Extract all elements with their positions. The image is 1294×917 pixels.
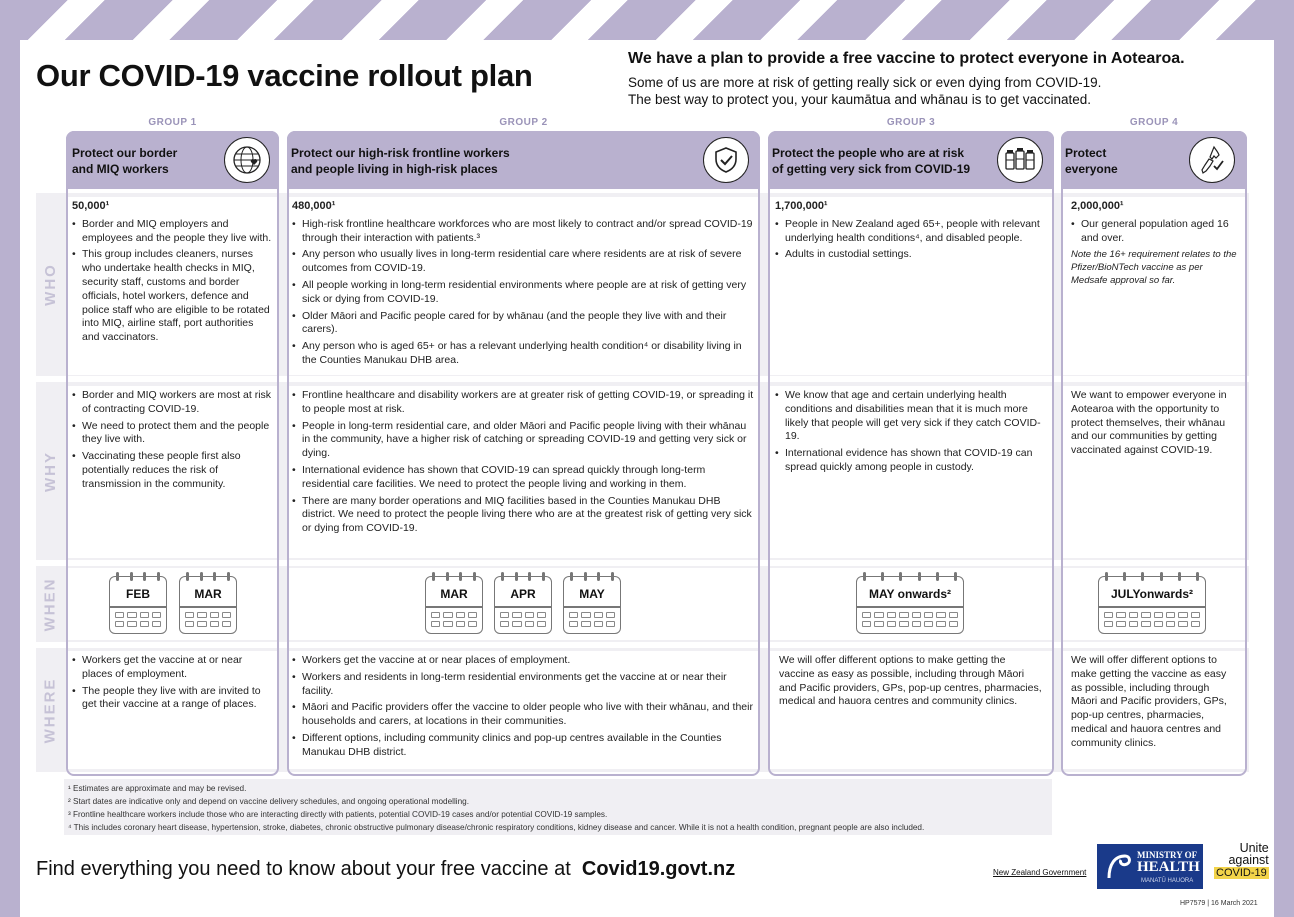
footnote-2: ² Start dates are indicative only and depend on vaccine delivery schedules, and ongoing operational modelling.	[68, 797, 469, 806]
list-item: • Vaccinating these people first also potentially reduces the risk of transmission in the community.	[72, 450, 273, 491]
list-item: • Any person who usually lives in long-term residential care where residents are at risk of severe outcomes from COVID-19.	[292, 248, 755, 276]
group-3-who	[770, 197, 1052, 375]
group-1-who	[68, 197, 277, 375]
group-1-count: 50,000¹	[72, 200, 110, 212]
list-item: • International evidence has shown that COVID-19 can spread quickly through long-term residential care facilities. We need to protect the people living and working in them.	[292, 464, 755, 492]
row-label-why-text: WHY	[41, 450, 59, 492]
calendar-month: MAY	[579, 587, 605, 601]
calendar-month: APR	[510, 587, 536, 601]
right-border	[1274, 0, 1294, 917]
footnote-4: ⁴ This includes coronary heart disease, hypertension, stroke, diabetes, chronic obstructive pulmonary disease/chronic respiratory conditions, kidney disease and cancer. While it is not a health condition, pregnant people are also included.	[68, 823, 925, 832]
list-item: • All people working in long-term residential environments where people are at risk of getting very sick or dying from COVID-19.	[292, 279, 755, 307]
list-item: • High-risk frontline healthcare workforces who are most likely to contract and/or spread COVID-19 through their interaction with patients.³	[292, 218, 755, 246]
calendar-icon	[425, 576, 483, 634]
group-4-why-text: We want to empower everyone in Aotearoa with the opportunity to protect themselves, their whānau and our communities by getting vaccinated against COVID-19.	[1071, 389, 1227, 457]
calendar-month: MAY onwards²	[868, 587, 952, 601]
group-4-heading: Protect everyone	[1065, 146, 1118, 176]
calendar-month: FEB	[126, 587, 150, 601]
group-2-count: 480,000¹	[292, 200, 336, 212]
nz-government-logo: New Zealand Government	[993, 868, 1087, 877]
calendar-icon	[179, 576, 237, 634]
footnote-1: ¹ Estimates are approximate and may be revised.	[68, 784, 247, 793]
group-2-who	[289, 197, 758, 375]
list-item: • Māori and Pacific providers offer the vaccine to older people who live with their whānau, and their households and carers, at locations in their communities.	[292, 701, 755, 729]
group-1-why	[68, 386, 277, 558]
list-item: • We need to protect them and the people they live with.	[72, 420, 273, 448]
row-label-who-text: WHO	[41, 263, 59, 306]
calendar-month: MAR	[194, 587, 222, 601]
group-3-where-text: We will offer different options to make getting the vaccine as easy as possible, including through Māori and Pacific providers, GPs, pop-up centres, pharmacies, medical and hauora centres and community clinics.	[779, 654, 1042, 708]
group-4-where	[1063, 651, 1245, 769]
group-2-why	[289, 386, 758, 558]
row-label-where-text: WHERE	[41, 677, 59, 743]
top-stripes	[0, 0, 1294, 40]
row-label-when-text: WHEN	[41, 577, 59, 631]
row-label-where	[36, 648, 64, 772]
koru-icon	[1103, 850, 1133, 882]
footnote-3: ³ Frontline healthcare workers include those who are interacting directly with patients, potential COVID-19 cases and/or potential COVID-19 samples.	[68, 810, 608, 819]
list-item: • Our general population aged 16 and over.	[1071, 218, 1237, 246]
list-item: • Border and MIQ workers are most at risk of contracting COVID-19.	[72, 389, 273, 417]
footnotes	[64, 779, 1052, 835]
group-3-count: 1,700,000¹	[775, 200, 828, 212]
list-item: • Workers get the vaccine at or near places of employment.	[292, 654, 755, 668]
intro-line-2: The best way to protect you, your kaumātua and whānau is to get vaccinated.	[628, 92, 1092, 107]
calendar-icon	[856, 576, 964, 634]
row-label-why	[36, 382, 64, 560]
calendar-icon	[494, 576, 552, 634]
group-1-where	[68, 651, 277, 769]
intro-text	[628, 74, 1248, 108]
group-4-note: Note the 16+ requirement relates to the Pfizer/BioNTech vaccine as per Medsafe approval so far.	[1071, 249, 1237, 287]
list-item: • Workers get the vaccine at or near places of employment.	[72, 654, 273, 682]
list-item: • Different options, including community clinics and pop-up centres available in the Counties Manukau DHB district.	[292, 732, 755, 760]
group-3-label: GROUP 3	[886, 117, 936, 128]
intro-line-1: Some of us are more at risk of getting really sick or even dying from COVID-19.	[628, 75, 1102, 90]
group-2-where	[289, 651, 758, 769]
group-2-label: GROUP 2	[499, 117, 548, 128]
list-item: • People in New Zealand aged 65+, people with relevant underlying health conditions⁴, and disabled people.	[775, 218, 1047, 246]
group-3-heading: Protect the people who are at risk of getting very sick from COVID-19	[772, 146, 971, 176]
list-item: • Any person who is aged 65+ or has a relevant underlying health condition⁴ or disability living in the Counties Manukau DHB area.	[292, 340, 755, 368]
unite-line-2: against	[1228, 853, 1269, 867]
row-label-who	[36, 193, 64, 376]
calendar-icon	[1098, 576, 1206, 634]
row-label-when	[36, 566, 64, 642]
moh-line-2: HEALTH	[1137, 859, 1200, 875]
group-4-label: GROUP 4	[1129, 117, 1179, 128]
footer-message: Find everything you need to know about your free vaccine at	[36, 858, 571, 880]
group-4-where-text: We will offer different options to make getting the vaccine as easy as possible, including through Māori and Pacific providers, GPs, pop-up centres, pharmacies, medical and hauora centres and community clinics.	[1071, 654, 1227, 749]
list-item: • Border and MIQ employers and employees and the people they live with.	[72, 218, 273, 246]
group-4-who	[1063, 197, 1245, 375]
unite-line-1: Unite	[1239, 841, 1269, 855]
unite-line-3: COVID-19	[1216, 867, 1267, 879]
group-4-count: 2,000,000¹	[1071, 200, 1124, 212]
document-code: HP7579 | 16 March 2021	[1180, 900, 1258, 907]
calendar-month: JULYonwards²	[1110, 587, 1194, 601]
left-border	[0, 0, 20, 917]
list-item: • We know that age and certain underlying health conditions and disabilities mean that it is much more likely that people will get very sick if they catch COVID-19.	[775, 389, 1047, 444]
calendar-month: MAR	[440, 587, 468, 601]
footer-text	[36, 858, 735, 881]
list-item: • This group includes cleaners, nurses who undertake health checks in MIQ, security staff, customs and border officials, hotel workers, defence and police staff who are eligible to be rotated into MIQ, airline staff, port authorities and vaccinators.	[72, 248, 273, 345]
list-item: • International evidence has shown that COVID-19 can spread quickly among people in custody.	[775, 447, 1047, 475]
group-2-heading: Protect our high-risk frontline workers and people living in high-risk places	[291, 146, 510, 176]
group-3-where	[770, 651, 1052, 769]
ministry-of-health-logo	[1097, 844, 1203, 889]
calendar-icon	[563, 576, 621, 634]
group-1-heading: Protect our border and MIQ workers	[72, 146, 178, 176]
list-item: • There are many border operations and MIQ facilities based in the Counties Manukau DHB district. We need to protect the people living there who are at the greatest risk of getting very sick or dying from COVID-19.	[292, 495, 755, 536]
unite-against-covid-logo	[1214, 842, 1269, 879]
group-1-label: GROUP 1	[148, 117, 197, 128]
list-item: • Frontline healthcare and disability workers are at greater risk of getting COVID-19, or spreading it to people most at risk.	[292, 389, 755, 417]
list-item: • Workers and residents in long-term residential environments get the vaccine at or near their facility.	[292, 671, 755, 699]
page-title: Our COVID-19 vaccine rollout plan	[36, 58, 533, 93]
footer-link[interactable]: Covid19.govt.nz	[581, 858, 736, 880]
list-item: • Older Māori and Pacific people cared for by whānau (and the people they live with and their carers).	[292, 310, 755, 338]
group-4-why	[1063, 386, 1245, 558]
list-item: • Adults in custodial settings.	[775, 248, 1047, 262]
moh-line-3: MANATŪ HAUORA	[1141, 878, 1194, 884]
moh-line-1: MINISTRY OF	[1137, 850, 1198, 860]
group-3-why	[770, 386, 1052, 558]
list-item: • People in long-term residential care, and older Māori and Pacific people living with their whānau in the community, have a higher risk of catching or spreading COVID-19 and getting very sick or dying.	[292, 420, 755, 461]
intro-heading: We have a plan to provide a free vaccine to protect everyone in Aotearoa.	[628, 50, 1185, 67]
calendar-icon	[109, 576, 167, 634]
group-1-when	[68, 568, 277, 640]
list-item: • The people they live with are invited to get their vaccine at a range of places.	[72, 685, 273, 713]
